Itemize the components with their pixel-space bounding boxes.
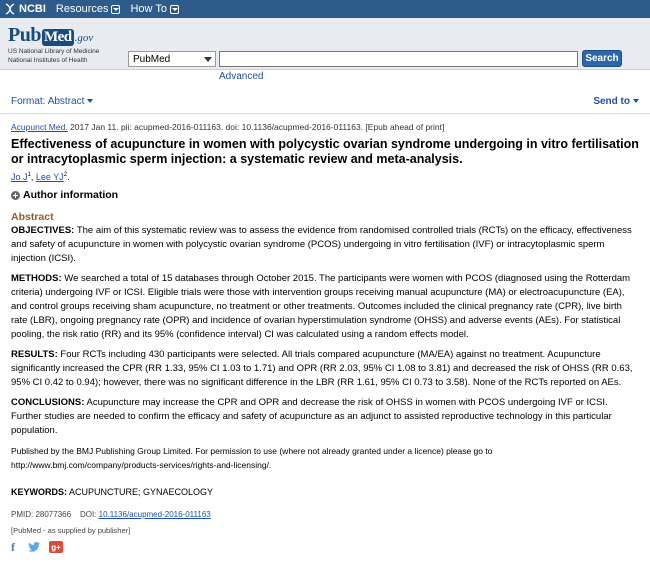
author-affiliation[interactable]: 2 (63, 172, 68, 178)
abstract-section (11, 396, 639, 438)
expand-plus-icon (11, 191, 20, 200)
format-value: Abstract (47, 96, 85, 107)
author-link[interactable]: Lee YJ (35, 172, 64, 182)
author-affiliation[interactable]: 1 (27, 172, 31, 178)
section-text: Four RCTs including 430 participants were selected. All trials compared acupuncture (MA/EA) against no treatment. Acupuncture significantly increased the CPR (RR 1.33, 95% CI 1.03 to 1.71) and OPR (RR 2.03, 95% CI 1.08 to 3.81) and decreased the risk of OHSS (RR 0.63, 95% CI 0.42 to 0.94); however, there was no significant difference in the LBR (RR 1.61, 95% CI 0.73 to 3.58). None of the RCTs reported on AEs. (11, 349, 633, 388)
chevron-down-icon (170, 5, 179, 14)
caret-down-icon (633, 99, 639, 103)
section-text: We searched a total of 15 databases through October 2015. The participants were women with PCOS (diagnosed using the Rotterdam criteria) undergoing IVF or ICSI. Eligible trials were those with intervention groups receiving manual acupuncture (MA) or electroacupuncture (EA), and control groups receiving sham acupuncture, no treatment or other treatments. Outcomes included the clinical pregnancy rate (CPR), live birth rate (LBR), ongoing pregnancy rate (OPR) and incidence of ovarian hyperstimulation syndrome (OHSS) and adverse events (AEs). For statistical pooling, the risk ratio (RR) and its 95% (confidence interval) CI was calculated using a random effects model. (11, 273, 631, 340)
ncbi-helix-icon (4, 3, 16, 15)
logo-gov: .gov (74, 32, 94, 44)
section-text: Acupuncture may increase the CPR and OPR and decrease the risk of OHSS in women with PCOS undergoing IVF or ICSI. Further studies are needed to confirm the efficacy and safety of acupuncture as an adjunct to assisted reproductive technology in this particular population. (11, 397, 612, 436)
database-select[interactable] (128, 51, 216, 67)
ncbi-logo-text: NCBI (19, 3, 46, 15)
citation-details: 2017 Jan 11. pii: acupmed-2016-011163. doi: 10.1136/acupmed-2016-011163. [Epub ahead of print] (67, 122, 445, 132)
section-label: CONCLUSIONS: (11, 397, 85, 408)
twitter-bird-icon (28, 542, 40, 552)
author-list: Jo $J^1$, Lee $YJ^2$. (11, 172, 70, 182)
keywords-label: KEYWORDS: (11, 487, 67, 497)
journal-link[interactable]: Acupunct Med. (11, 122, 68, 132)
ncbi-logo[interactable] (4, 3, 46, 15)
keywords (11, 487, 639, 497)
citation (11, 122, 639, 132)
facebook-icon[interactable]: f (11, 539, 15, 554)
logo-med: Med (43, 29, 72, 45)
abstract-section (11, 348, 639, 390)
abstract-section (11, 272, 639, 342)
pubmed-header (0, 18, 650, 82)
search-input[interactable] (219, 51, 578, 67)
chevron-down-icon (204, 57, 212, 62)
google-plus-icon[interactable]: g+ (49, 541, 63, 553)
abstract-section (11, 224, 639, 266)
section-label: OBJECTIVES: (11, 225, 75, 236)
format-label: Format: (11, 96, 48, 107)
pubmed-logo[interactable] (8, 24, 99, 65)
article-content (0, 122, 650, 553)
section-label: METHODS: (11, 273, 62, 284)
publisher-note: Published by the BMJ Publishing Group Limited. For permission to use (where not already granted under a licence) please go to http://www.bmj.com/company/products-services/rights-and-licensing/. (11, 446, 493, 470)
send-to-dropdown[interactable] (593, 96, 639, 107)
how-to-menu[interactable] (130, 3, 178, 15)
send-to-label: Send to (593, 96, 630, 107)
format-bar (0, 90, 650, 114)
logo-pub: Pub Med (8, 24, 72, 46)
nlm-line-2: National Institutes of Health (8, 57, 88, 64)
author-information-toggle[interactable] (11, 189, 639, 201)
abstract-heading: Abstract (11, 211, 54, 223)
section-text: The aim of this systematic review was to assess the evidence from randomised controlled trials (RCTs) on the efficacy, effectiveness and safety of acupuncture in women with polycystic ovarian syndrome (PCOS) undergoing in vitro fertilisation (IVF) or intracytoplasmic sperm injection (ICSI). (11, 225, 632, 264)
twitter-icon[interactable] (28, 542, 40, 552)
database-select-value: PubMed (133, 53, 171, 65)
social-share (11, 541, 639, 553)
resources-menu-label: Resources (55, 3, 109, 15)
advanced-search-link[interactable]: Advanced (219, 71, 264, 82)
how-to-menu-label: How To (130, 3, 167, 15)
format-dropdown[interactable] (11, 96, 93, 107)
caret-down-icon (87, 99, 93, 103)
keywords-value[interactable]: ACUPUNCTURE; GYNAECOLOGY (67, 487, 214, 497)
search-button[interactable]: Search (582, 50, 622, 67)
author-link[interactable]: Jo J (11, 172, 28, 182)
pmid: PMID: 28077366 (11, 510, 72, 519)
nlm-line-1: US National Library of Medicine (8, 48, 100, 55)
chevron-down-icon (111, 5, 120, 14)
doi-label: DOI: (79, 510, 97, 519)
article-identifiers (11, 510, 639, 519)
doi-link[interactable]: 10.1136/acupmed-2016-011163 (98, 510, 211, 519)
resources-menu[interactable] (56, 3, 121, 15)
ncbi-top-bar (0, 0, 650, 18)
article-title: Effectiveness of acupuncture in women with polycystic ovarian syndrome undergoing in vitro fertilisation or intracytoplasmic sperm injection: a systematic review and meta-analysis. (11, 137, 639, 166)
author-information-label: Author information (23, 189, 119, 201)
section-label: RESULTS: (11, 349, 58, 360)
supplied-status: [PubMed - as supplied by publisher] (11, 526, 131, 535)
